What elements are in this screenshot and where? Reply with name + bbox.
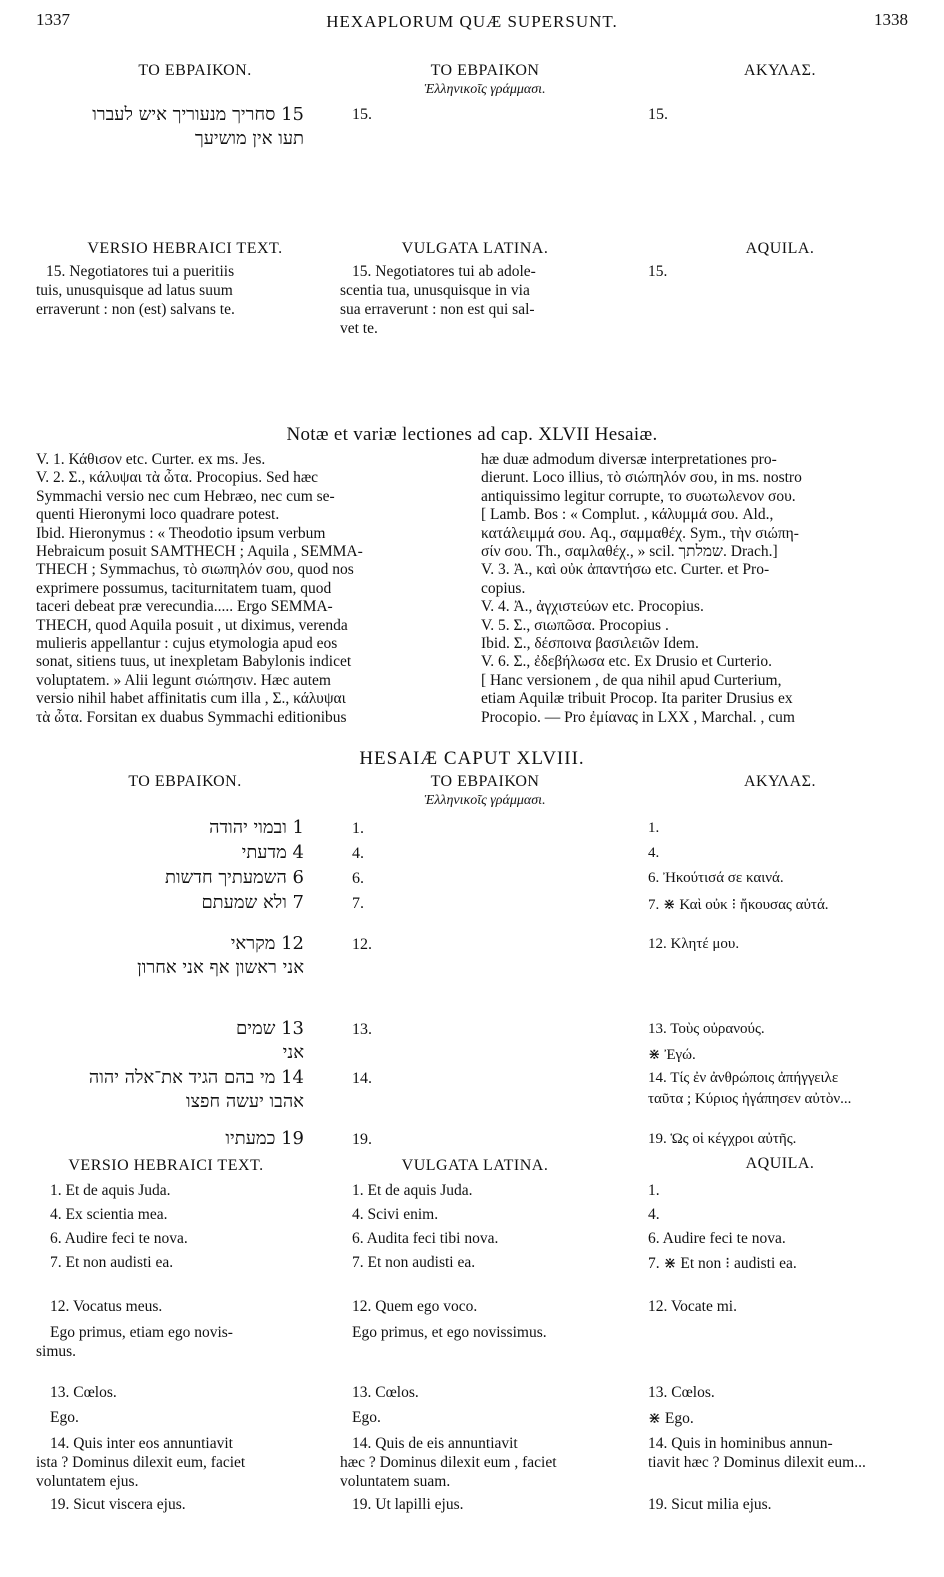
note-line: copius. bbox=[481, 579, 526, 597]
latin-vulgate-verse: 12. Quem ego voco. bbox=[352, 1298, 478, 1315]
note-line: V. 5. Σ., σιωπῶσα. Procopius . bbox=[481, 616, 669, 634]
note-line: exprimere possumus, taciturnitatem tuam, quod bbox=[36, 579, 332, 597]
note-line: [ Lamb. Bos : « Complut. , κάλυμμά σου. Ald., bbox=[481, 506, 774, 524]
hebrew-verse: 12 מקראי bbox=[230, 933, 304, 954]
note-line: V. 1. Κάθισον etc. Curter. ex ms. Jes. bbox=[36, 451, 266, 468]
transliteration-verse: 14. bbox=[352, 1070, 372, 1087]
latin-hebrew-verse: Ego primus, etiam ego novis- bbox=[50, 1324, 233, 1341]
latin-top-vulgate-line: scentia tua, unusquisque in via bbox=[340, 282, 530, 299]
transliteration-verse: 6. bbox=[352, 870, 364, 887]
latin-aquila-verse: 13. Cœlos. bbox=[648, 1384, 715, 1401]
page-number-left: 1337 bbox=[36, 10, 70, 29]
top-transliteration-verse: 15. bbox=[352, 106, 372, 123]
hebrew-verse: 1 ובמוי יהודה bbox=[209, 817, 304, 838]
latin-hebrew-verse: 7. Et non audisti ea. bbox=[50, 1254, 174, 1271]
aquila-verse: ταῦτα ; Κύριος ἠγάπησεν αὐτὸν... bbox=[648, 1091, 852, 1107]
top-hebrew-line: 15 סחריך מנעוריך איש לעברו bbox=[92, 104, 304, 125]
latin-hebrew-verse: 12. Vocatus meus. bbox=[50, 1298, 163, 1315]
latin-hebrew-verse: 13. Cœlos. bbox=[50, 1384, 117, 1401]
latin-hebrew-verse: 6. Audire feci te nova. bbox=[50, 1230, 188, 1247]
latin-vulgate-verse: 13. Cœlos. bbox=[352, 1384, 419, 1401]
aquila-verse: 19. Ὡς οἱ κέγχροι αὐτῆς. bbox=[648, 1131, 797, 1147]
aquila-verse: 13. Τοὺς οὐρανούς. bbox=[648, 1021, 765, 1037]
notes-right-column bbox=[481, 451, 909, 727]
latin-top-aquila-heading: AQUILA. bbox=[745, 240, 815, 257]
chapter-title: HESAIÆ CAPUT XLVIII. bbox=[359, 748, 585, 769]
page-number-right: 1338 bbox=[874, 10, 908, 29]
chapter-aquila-heading: ΑΚΥΛΑΣ. bbox=[743, 773, 816, 790]
latin-vulgate-verse: 7. Et non audisti ea. bbox=[352, 1254, 476, 1271]
latin-hebrew-verse: simus. bbox=[36, 1343, 77, 1360]
running-title: HEXAPLORUM QUÆ SUPERSUNT. bbox=[326, 12, 618, 31]
note-line: V. 2. Σ., κάλυψαι τὰ ὦτα. Procopius. Sed hæc bbox=[36, 469, 319, 487]
hebrew-verse: 19 כמעתיו bbox=[225, 1128, 304, 1149]
hebrew-verse: אני ראשון אף אני אחרון bbox=[137, 957, 304, 978]
note-line: etiam Aquilæ tribuit Procop. Ita pariter Drusius ex bbox=[481, 690, 793, 708]
latin-vulgate-verse: 6. Audita feci tibi nova. bbox=[352, 1230, 499, 1247]
aquila-verse: 7. ⋇ Καὶ οὐκ ⁝ ἤκουσας αὐτά. bbox=[648, 897, 829, 913]
latin-hebrew-verse: 14. Quis inter eos annuntiavit bbox=[50, 1435, 233, 1452]
latin-aquila-verse: 12. Vocate mi. bbox=[648, 1298, 737, 1315]
top-transliteration-heading: ΤΟ ΕΒΡΑΙΚΟΝ bbox=[430, 62, 540, 79]
latin-top-aquila-verse: 15. bbox=[648, 263, 668, 280]
latin-vulgate-verse: 4. Scivi enim. bbox=[352, 1206, 439, 1223]
latin-aquila-verse: 14. Quis in hominibus annun- bbox=[648, 1435, 833, 1452]
chapter-transliteration-subheading: Ἑλληνικοῖς γράμμασι. bbox=[424, 793, 546, 808]
latin-hebrew-verse: voluntatem ejus. bbox=[36, 1473, 139, 1490]
latin-top-vulgate-heading: VULGATA LATINA. bbox=[401, 240, 549, 257]
latin-vulgate-verse: 14. Quis de eis annuntiavit bbox=[352, 1435, 518, 1452]
hebrew-verse: אני bbox=[282, 1042, 304, 1063]
note-line: quenti Hieronymi loco quadrare potest. bbox=[36, 506, 280, 524]
top-aquila-heading: ΑΚΥΛΑΣ. bbox=[743, 62, 816, 79]
aquila-verse: 1. bbox=[648, 820, 660, 836]
note-line: THECH, quod Aquila posuit , ut diximus, verenda bbox=[36, 616, 348, 634]
note-line: V. 3. Ἀ., καὶ οὐκ ἀπαντήσω etc. Curter. et Pro- bbox=[481, 561, 770, 579]
latin-hebrew-verse: 1. Et de aquis Juda. bbox=[50, 1182, 171, 1199]
transliteration-verse: 4. bbox=[352, 845, 364, 862]
note-line: Hebraicum posuit SAMTHECH ; Aquila , SEMMA- bbox=[36, 543, 363, 561]
hebrew-verse: 13 שמים bbox=[236, 1018, 304, 1039]
transliteration-verse: 1. bbox=[352, 820, 364, 837]
latin-aquila-verse: 1. bbox=[648, 1182, 660, 1199]
latin-aquila-verse: 4. bbox=[648, 1206, 660, 1223]
latin-hebrew-verse: 4. Ex scientia mea. bbox=[50, 1206, 168, 1223]
latin-aquila-verse: 19. Sicut milia ejus. bbox=[648, 1496, 772, 1513]
chapter-hebrew-heading: ΤΟ ΕΒΡΑΙΚΟΝ. bbox=[128, 773, 242, 790]
hebrew-verse: 4 מדעתי bbox=[241, 842, 304, 863]
note-line: κατάλειμμά σου. Aq., σαμμαθέχ. Sym., τὴν σιώπη- bbox=[481, 524, 799, 542]
transliteration-verse: 19. bbox=[352, 1131, 372, 1148]
note-line: Ibid. Σ., δέσποινα βασιλειῶν Idem. bbox=[481, 635, 699, 653]
note-line: hæ duæ admodum diversæ interpretationes pro- bbox=[481, 451, 777, 468]
latin-aquila-verse: ⋇ Ego. bbox=[648, 1410, 694, 1427]
aquila-verse: 14. Τίς ἐν ἀνθρώποις ἀπήγγειλε bbox=[648, 1070, 839, 1086]
note-line: σίν σου. Th., σαμλαθέχ., » scil. שמלתך. Drach.] bbox=[481, 543, 778, 561]
latin-bottom-aquila-heading: AQUILA. bbox=[745, 1155, 815, 1172]
latin-hebrew-verse: 19. Sicut viscera ejus. bbox=[50, 1496, 186, 1513]
note-line: Ibid. Hieronymus : « Theodotio ipsum verbum bbox=[36, 524, 326, 542]
chapter-transliteration-heading: ΤΟ ΕΒΡΑΙΚΟΝ bbox=[430, 773, 540, 790]
aquila-verse: 6. Ἠκούτισά σε καινά. bbox=[648, 870, 784, 886]
top-hebrew-line: תעו אין מושיעך bbox=[194, 128, 304, 149]
latin-bottom-hebrew-heading: VERSIO HEBRAICI TEXT. bbox=[68, 1157, 264, 1174]
latin-hebrew-verse: ista ? Dominus dilexit eum, faciet bbox=[36, 1454, 246, 1471]
note-line: voluptatem. » Alii legunt σιώπησιν. Hæc autem bbox=[36, 671, 331, 689]
latin-vulgate-verse: 1. Et de aquis Juda. bbox=[352, 1182, 473, 1199]
hebrew-verse: 14 מי בהם הגיד את־אלה יהוה bbox=[88, 1067, 304, 1088]
latin-top-vulgate-line: 15. Negotiatores tui ab adole- bbox=[352, 263, 536, 280]
latin-top-vulgate-line: sua erraverunt : non est qui sal- bbox=[340, 301, 535, 318]
latin-bottom-vulgate-heading: VULGATA LATINA. bbox=[401, 1157, 549, 1174]
latin-aquila-verse: 7. ⋇ Et non ⁝ audisti ea. bbox=[648, 1255, 797, 1272]
hebrew-verse: אהבו יעשה חפצו bbox=[185, 1091, 304, 1112]
note-line: antiquissimo legitur corrupte, το συωτωλενον σου. bbox=[481, 487, 796, 505]
aquila-verse: ⋇ Ἐγώ. bbox=[648, 1047, 696, 1063]
latin-vulgate-verse: 19. Ut lapilli ejus. bbox=[352, 1496, 464, 1513]
note-line: versio nihil habet affinitatis cum illa , Σ., κάλυψαι bbox=[36, 690, 346, 708]
latin-hebrew-verse: Ego. bbox=[50, 1409, 79, 1426]
note-line: taceri debeat præ verecundia..... Ergo SEMMA- bbox=[36, 598, 333, 616]
transliteration-verse: 12. bbox=[352, 936, 372, 953]
notes-title: Notæ et variæ lectiones ad cap. XLVII Hesaiæ. bbox=[286, 424, 658, 445]
note-line: sonat, sitiens tuus, ut inexpletam Babylonis indicet bbox=[36, 653, 352, 671]
note-line: mulieris appellantur : cujus etymologia apud eos bbox=[36, 635, 338, 653]
note-line: Symmachi versio nec cum Hebræo, nec cum se- bbox=[36, 487, 335, 505]
latin-vulgate-verse: voluntatem suam. bbox=[340, 1473, 451, 1490]
latin-vulgate-verse: Ego. bbox=[352, 1409, 381, 1426]
latin-top-hebrew-heading: VERSIO HEBRAICI TEXT. bbox=[87, 240, 283, 257]
top-aquila-verse: 15. bbox=[648, 106, 668, 123]
note-line: Procopio. — Pro ἐμίανας in LXX , Marchal. , cum bbox=[481, 708, 795, 726]
note-line: [ Hanc versionem , de qua nihil apud Curterium, bbox=[481, 671, 782, 689]
hebrew-verse: 7 ולא שמעתם bbox=[201, 892, 304, 913]
hebrew-verse: 6 השמעתיך חדשות bbox=[164, 867, 304, 888]
note-line: dierunt. Loco illius, τὸ σιώπηλόν σου, in ms. nostro bbox=[481, 469, 802, 487]
note-line: V. 4. Ἀ., ἀγχιστεύων etc. Procopius. bbox=[481, 598, 704, 616]
notes-left-column bbox=[36, 451, 466, 727]
aquila-verse: 12. Κλητέ μου. bbox=[648, 936, 740, 952]
top-hebrew-heading: ΤΟ ΕΒΡΑΙΚΟΝ. bbox=[138, 62, 252, 79]
latin-top-vulgate-line: vet te. bbox=[340, 320, 378, 337]
latin-top-hebrew-line: erraverunt : non (est) salvans te. bbox=[36, 301, 235, 318]
note-line: THECH ; Symmachus, τὸ σιωπηλόν σου, quod nos bbox=[36, 561, 354, 579]
latin-top-hebrew-line: 15. Negotiatores tui a pueritiis bbox=[46, 263, 235, 280]
transliteration-verse: 13. bbox=[352, 1021, 372, 1038]
top-transliteration-subheading: Ἑλληνικοῖς γράμμασι. bbox=[424, 82, 546, 97]
latin-aquila-verse: tiavit hæc ? Dominus dilexit eum... bbox=[648, 1454, 866, 1471]
aquila-verse: 4. bbox=[648, 845, 660, 861]
note-line: V. 6. Σ., ἐδεβήλωσα etc. Ex Drusio et Curterio. bbox=[481, 653, 773, 671]
transliteration-verse: 7. bbox=[352, 895, 364, 912]
latin-aquila-verse: 6. Audire feci te nova. bbox=[648, 1230, 786, 1247]
note-line: τὰ ὦτα. Forsitan ex duabus Symmachi editionibus bbox=[36, 708, 347, 726]
latin-vulgate-verse: Ego primus, et ego novissimus. bbox=[352, 1324, 547, 1341]
latin-vulgate-verse: hæc ? Dominus dilexit eum , faciet bbox=[340, 1454, 557, 1471]
latin-top-hebrew-line: tuis, unusquisque ad latus suum bbox=[36, 282, 233, 299]
